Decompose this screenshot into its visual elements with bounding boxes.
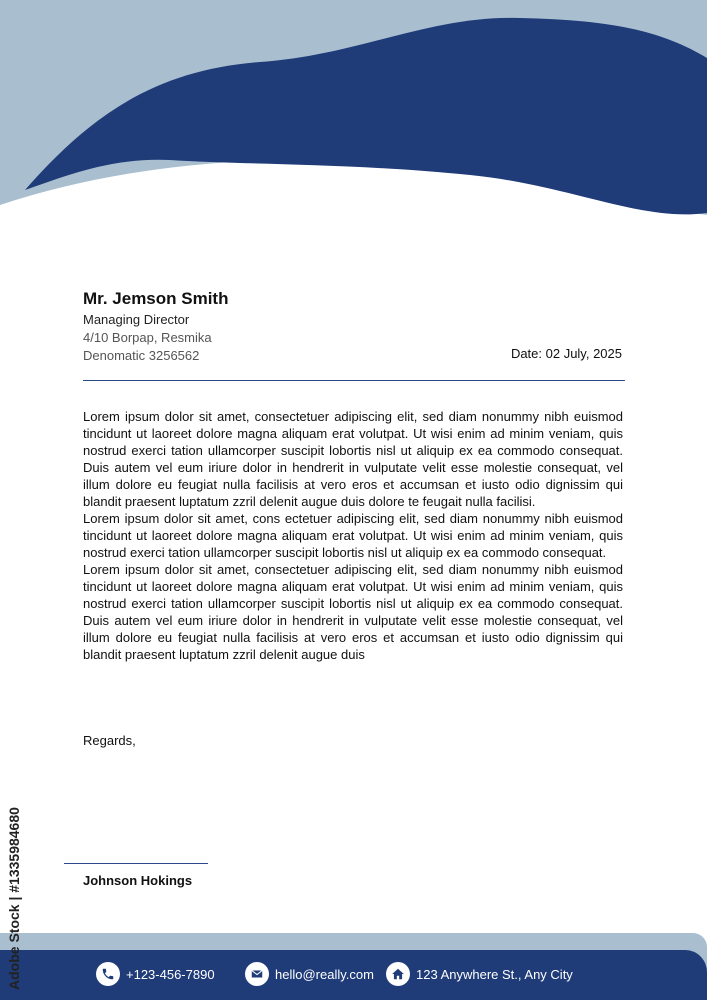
- mail-icon: [245, 962, 269, 986]
- body-paragraph: Lorem ipsum dolor sit amet, consectetuer adipiscing elit, sed diam nonummy nibh euismod tincidunt ut laoreet dolore magna aliquam erat volutpat. Ut wisi enim ad minim veniam, quis nostrud exerci tation ullamcorper suscipit lobortis nisl ut aliquip ex ea commodo consequat. Duis autem vel eum iriure dolor in hendrerit in vulputate velit esse molestie consequat, vel illum dolore eu feugiat nulla facilisis at vero eros et accumsan et iusto odio dignissim qui blandit praesent luptatum zzril delenit augue duis dolore te feugait nulla facilisi.: [83, 409, 623, 509]
- sender-city: Denomatic 3256562: [83, 348, 200, 363]
- footer-phone-text: +123-456-7890: [126, 966, 215, 982]
- stock-watermark: Adobe Stock | #1335984680: [6, 807, 22, 990]
- signer-name: Johnson Hokings: [83, 873, 193, 888]
- footer-email-text: hello@really.com: [275, 966, 374, 982]
- letter-date: Date: 02 July, 2025: [510, 346, 622, 361]
- signature-line: [64, 863, 208, 864]
- letter-body: [83, 408, 623, 663]
- phone-icon: [96, 962, 120, 986]
- header-divider: [83, 380, 625, 381]
- sender-title: Managing Director: [83, 312, 190, 327]
- footer-address-text: 123 Anywhere St., Any City: [416, 966, 573, 982]
- header-wave: [0, 0, 707, 220]
- footer-phone[interactable]: [96, 962, 215, 986]
- footer-email[interactable]: [245, 962, 374, 986]
- sender-name: Mr. Jemson Smith: [83, 289, 229, 308]
- home-icon: [386, 962, 410, 986]
- closing: Regards,: [83, 733, 136, 748]
- footer-address[interactable]: [386, 962, 573, 986]
- body-paragraph: Lorem ipsum dolor sit amet, cons ectetuer adipiscing elit, sed diam nonummy nibh euismod tincidunt ut laoreet dolore magna aliquam erat volutpat. Ut wisi enim ad minim veniam, quis nostrud exerci tation ullamcorper suscipit lobortis nisl ut aliquip ex ea commodo consequat.: [83, 511, 623, 560]
- sender-address: 4/10 Borpap, Resmika: [83, 330, 212, 345]
- footer-bar: [0, 950, 707, 1000]
- body-paragraph: Lorem ipsum dolor sit amet, consectetuer adipiscing elit, sed diam nonummy nibh euismod tincidunt ut laoreet dolore magna aliquam erat volutpat. Ut wisi enim ad minim veniam, quis nostrud exerci tation ullamcorper suscipit lobortis nisl ut aliquip ex ea commodo consequat. Duis autem vel eum iriure dolor in hendrerit in vulputate velit esse molestie consequat, vel illum dolore eu feugiat nulla facilisis at vero eros et accumsan et iusto odio dignissim qui blandit praesent luptatum zzril delenit augue duis: [83, 562, 623, 662]
